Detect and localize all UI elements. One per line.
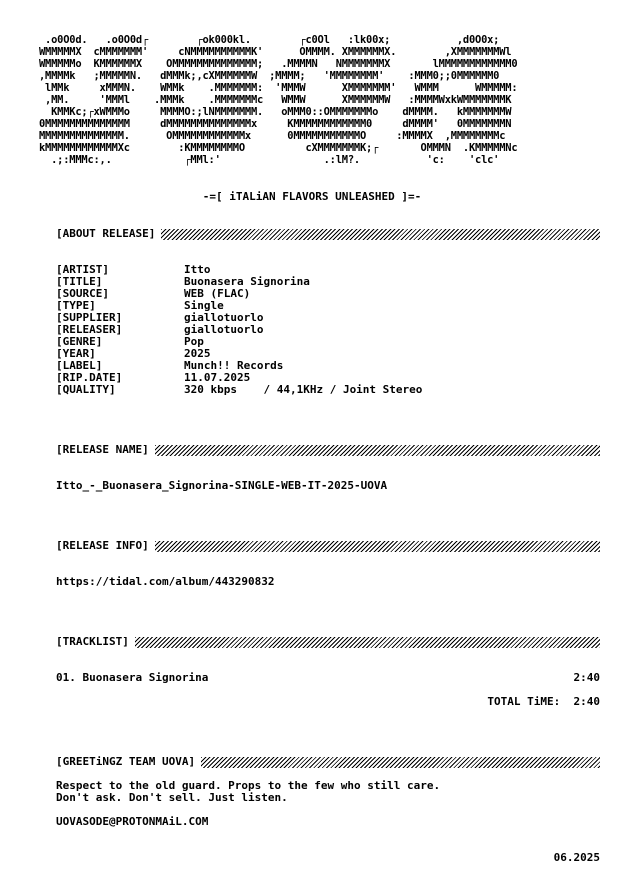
- album-link[interactable]: https://tidal.com/album/443290832: [56, 575, 275, 588]
- field-value: Pop: [184, 335, 204, 348]
- greetings-line-2: Don't ask. Don't sell. Just listen.: [56, 791, 288, 804]
- field-key: [RIP.DATE]: [56, 371, 123, 384]
- release-name-value: Itto_-_Buonasera_Signorina-SINGLE-WEB-IT-2025-UOVA: [56, 479, 388, 492]
- tracklist-header: [56, 636, 600, 648]
- release-info-header: [56, 540, 600, 552]
- release-name-header: [56, 444, 600, 456]
- field-value: 11.07.2025: [184, 371, 251, 384]
- field-releaser: [56, 324, 422, 336]
- track-row: [56, 672, 600, 684]
- contact-email[interactable]: UOVASODE@PROTONMAiL.COM: [56, 815, 209, 828]
- field-value: Buonasera Signorina: [184, 275, 310, 288]
- total-time-value: 2:40: [573, 695, 600, 708]
- field-key: [YEAR]: [56, 347, 96, 360]
- release-name-heading: [RELEASE NAME]: [56, 443, 149, 456]
- field-key: [TITLE]: [56, 275, 103, 288]
- field-key: [GENRE]: [56, 335, 103, 348]
- section-divider: [201, 757, 600, 768]
- section-divider: [161, 229, 600, 240]
- field-key: [SUPPLIER]: [56, 311, 123, 324]
- release-info-heading: [RELEASE INFO]: [56, 539, 149, 552]
- field-value: Itto: [184, 263, 211, 276]
- field-value: giallotuorlo: [184, 323, 264, 336]
- field-key: [TYPE]: [56, 299, 96, 312]
- total-time-label: TOTAL TiME:: [487, 695, 561, 708]
- footer-date: 06.2025: [553, 851, 600, 864]
- section-divider: [155, 445, 600, 456]
- field-quality: [56, 384, 422, 396]
- total-time: [487, 696, 600, 708]
- field-key: [ARTIST]: [56, 263, 109, 276]
- field-key: [RELEASER]: [56, 323, 123, 336]
- field-genre: [56, 336, 422, 348]
- about-release-header: [56, 228, 600, 240]
- field-key: [SOURCE]: [56, 287, 109, 300]
- field-value: 2025: [184, 347, 211, 360]
- ascii-logo: .o0O0d. .o0O0d┌ ┌ok000kl. ┌c0Ol :lk00x; ,d0O0x; WMMMMMX cMMMMMMM' cNMMMMMMMMMMK' OMMMM. XMMMMMMX. ,XMMMMMMMWl WMMMMMo KMMMMMMX OMMMMMMMMMMMMMM; .MMMMN NMMMMMMMX lMMMMMMMMMMMM0 ,MMMMk ;MMMMMN. dMMMk;,cXMMMMMMW ;MMMM; 'MMMMMMMM' :MMM0;;0MMMMMM0 lMMk xMMMN. WMMk .MMMMMMM: 'MMMW XMMMMMMM' WMMM WMMMMM: ,MM. 'MMMl .MMMk .MMMMMMMc WMMW XMMMMMMW :MMMMWxkWMMMMMMMK KMMKc;┌xWMMMo MMMMO:;lNMMMMMMM. oMMM0::OMMMMMMMo dMMMM. kMMMMMMMW 0MMMMMMMMMMMMMM dMMMMMMMMMMMMMMx KMMMMMMMMMMMM0 dMMMM' 0MMMMMMMN MMMMMMMMMMMMMM. OMMMMMMMMMMMMx 0MMMMMMMMMMMO :MMMMX ,MMMMMMMMc kMMMMMMMMMMMMXc :KMMMMMMMMO cXMMMMMMMK;┌ OMMMN .KMMMMMNc .;:MMMc:,. ┌MMl:' .:lM?. 'c: 'clc': [39, 34, 518, 166]
- field-value: 320 kbps / 44,1KHz / Joint Stereo: [184, 383, 423, 396]
- tracklist-heading: [TRACKLIST]: [56, 635, 129, 648]
- release-fields: [56, 264, 422, 396]
- field-key: [QUALITY]: [56, 383, 116, 396]
- section-divider: [155, 541, 600, 552]
- greetings-line-1: Respect to the old guard. Props to the few who still care.: [56, 779, 441, 792]
- track-title: 01. Buonasera Signorina: [56, 671, 209, 684]
- field-source: [56, 288, 422, 300]
- field-value: Munch!! Records: [184, 359, 284, 372]
- track-duration: 2:40: [573, 671, 600, 684]
- greetings-header: [56, 756, 600, 768]
- greetings-heading: [GREETiNGZ TEAM UOVA]: [56, 755, 196, 768]
- field-value: giallotuorlo: [184, 311, 264, 324]
- field-value: Single: [184, 299, 224, 312]
- field-value: WEB (FLAC): [184, 287, 251, 300]
- section-divider: [135, 637, 600, 648]
- about-release-heading: [ABOUT RELEASE]: [56, 227, 156, 240]
- field-key: [LABEL]: [56, 359, 103, 372]
- tagline: -=[ iTALiAN FLAVORS UNLEASHED ]=-: [202, 190, 422, 203]
